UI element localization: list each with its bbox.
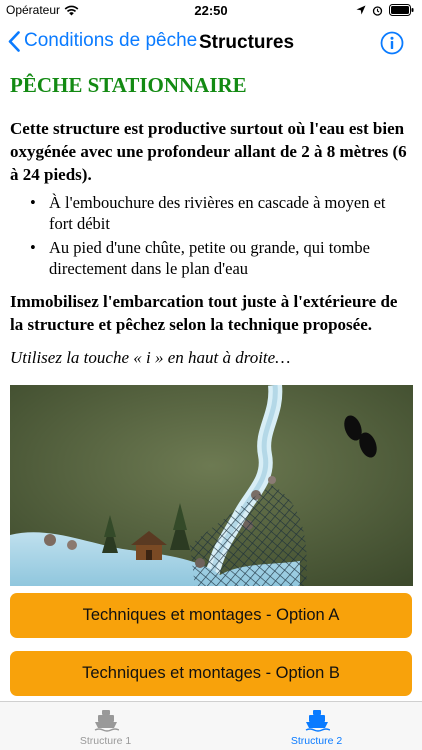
page-title: Structures — [199, 32, 295, 53]
intro-text: Cette structure est productive surtout où l'eau est bien oxygénée avec une profondeur allant de 2 à 8 mètres (6 à 24 pieds). — [10, 119, 407, 184]
boat-icon — [93, 708, 119, 732]
info-icon[interactable] — [380, 31, 404, 55]
tab-structure-1[interactable] — [0, 708, 211, 747]
status-right — [356, 4, 414, 16]
tab-structure-2[interactable] — [211, 708, 422, 747]
carrier-label: Opérateur — [6, 3, 61, 17]
structure-illustration — [10, 385, 413, 586]
tab-label: Structure 2 — [290, 735, 343, 747]
bullet-item: • Au pied d'une chûte, petite ou grande, qui tombe directement dans le plan d'eau — [30, 237, 410, 279]
hint-text: Utilisez la touche « i » en haut à droite… — [10, 348, 291, 367]
location-icon — [356, 5, 366, 15]
alarm-icon — [372, 5, 383, 16]
option-b-button[interactable]: Techniques et montages - Option B — [10, 651, 412, 696]
status-bar — [0, 0, 422, 22]
boat-icon — [304, 708, 330, 732]
back-button[interactable] — [8, 30, 197, 52]
navigation-bar — [0, 22, 422, 66]
status-time: 22:50 — [194, 3, 228, 18]
bullet-item: • À l'embouchure des rivières en cascade à moyen et fort débit — [30, 192, 410, 234]
bullet-list — [30, 192, 410, 282]
option-a-button[interactable]: Techniques et montages - Option A — [10, 593, 412, 638]
tab-bar — [0, 701, 422, 750]
chevron-left-icon — [8, 31, 20, 52]
section-title: PÊCHE STATIONNAIRE — [10, 73, 247, 97]
battery-icon — [389, 4, 414, 16]
tab-label: Structure 1 — [79, 735, 132, 747]
instruction-text: Immobilisez l'embarcation tout juste à l'extérieure de la structure et pêchez selon la technique proposée. — [10, 292, 398, 334]
back-button-label: Conditions de pêche — [24, 30, 198, 51]
content-area[interactable] — [0, 66, 422, 586]
